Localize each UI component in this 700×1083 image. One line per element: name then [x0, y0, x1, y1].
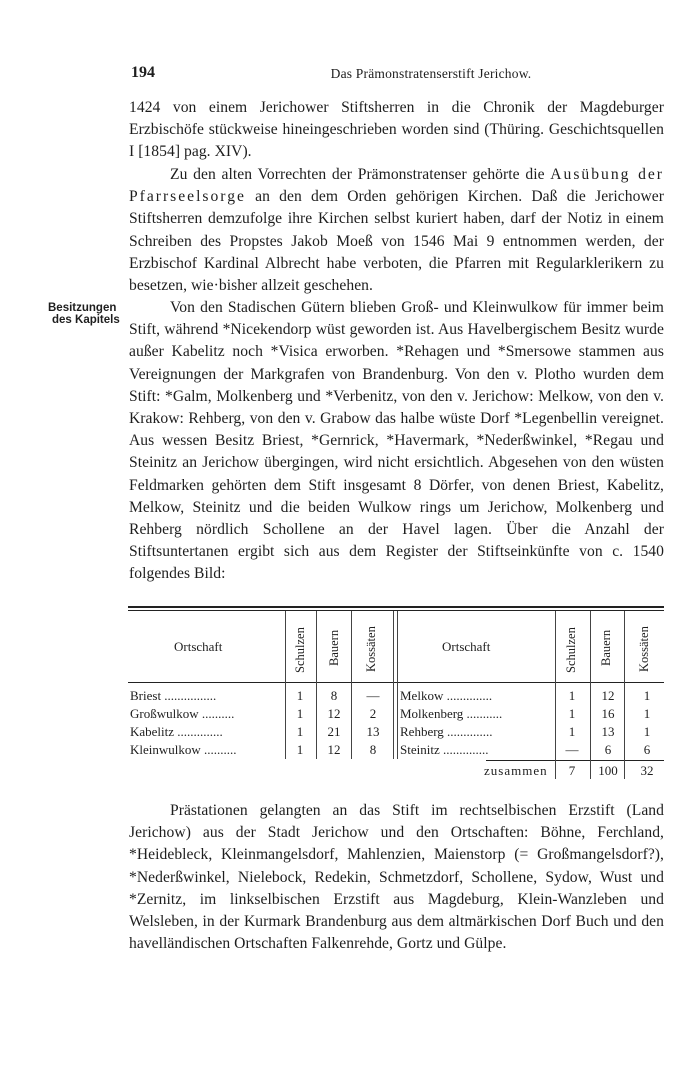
header-bauern-left: Bauern	[327, 629, 341, 666]
paragraph-besitzungen	[129, 297, 664, 586]
kossaten-value: 1	[643, 688, 651, 703]
header-kossaten-left: Kossäten	[364, 626, 378, 672]
kossaten-value: 1	[643, 706, 651, 721]
schulzen-value: —	[565, 742, 579, 757]
schulzen-value: 1	[296, 688, 304, 703]
bauern-value: 16	[601, 706, 615, 721]
kossaten-value: 6	[643, 742, 651, 757]
place-name: Melkow ..............	[400, 688, 493, 703]
bauern-value: 12	[327, 742, 341, 757]
bauern-value: 12	[327, 706, 341, 721]
kossaten-value: 8	[369, 742, 377, 757]
place-name: Steinitz ..............	[400, 742, 489, 757]
page-number: 194	[131, 64, 155, 81]
table-total-rule	[486, 760, 664, 761]
place-name: Briest ................	[130, 688, 217, 703]
place-name: Rehberg ..............	[400, 724, 493, 739]
place-name: Molkenberg ...........	[400, 706, 503, 721]
margin-note-line-1: Besitzungen	[48, 302, 117, 314]
paragraph-continuation	[129, 97, 664, 164]
schulzen-value: 1	[568, 706, 576, 721]
bauern-value: 13	[601, 724, 615, 739]
total-bauern: 100	[598, 763, 618, 778]
bauern-value: 6	[604, 742, 612, 757]
kossaten-value: 1	[643, 724, 651, 739]
kossaten-value: —	[366, 688, 380, 703]
bauern-value: 12	[601, 688, 615, 703]
emphasis-spaced: Ausübung der Pfarrseelsorge	[129, 166, 665, 206]
schulzen-value: 1	[568, 724, 576, 739]
place-name: Kabelitz ..............	[130, 724, 223, 739]
population-table	[128, 606, 664, 781]
header-bauern-right: Bauern	[599, 629, 613, 666]
header-ortschaft-left: Ortschaft	[174, 639, 223, 654]
place-name: Großwulkow ..........	[130, 706, 235, 721]
header-kossaten-right: Kossäten	[637, 626, 651, 672]
paragraph-text-b: an den dem Orden gehörigen Kirchen. Daß die Jerichower Stiftsherren demzufolge ihre Kirchen selbst kuriert haben, darf der Notiz in einem Schreiben des Propstes Jakob Moeß von 1546 Mai 9 entnommen werden, der Erzbischof Kardinal Albrecht habe verboten, die Pfarren mit Regularklerikern zu besetzen, wie·bisher allzeit geschehen.	[129, 188, 664, 295]
schulzen-value: 1	[296, 742, 304, 757]
running-title: Das Prämonstratenserstift Jerichow.	[330, 66, 532, 81]
place-name: Kleinwulkow ..........	[130, 742, 237, 757]
margin-note-line-2: des Kapitels	[52, 314, 120, 326]
paragraph-text: Von den Stadischen Gütern blieben Groß- und Kleinwulkow für immer beim Stift, während *Nicekendorp wüst geworden ist. Aus Havelbergischem Besitz wurde außer Kabelitz noch *Visica erworben. *Rehagen und *Smersowe stammen aus Vereignungen der Markgrafen von Brandenburg. Von den v. Plotho wurden dem Stift: *Galm, Molkenberg und *Verbenitz, von den v. Jerichow: Melkow, von den v. Krakow: Rehberg, von den v. Grabow das halbe wüste Dorf *Legenbellin vereignet. Aus wessen Besitz Briest, *Gernrick, *Havermark, *Nederßwinkel, *Regau und Steinitz an Jerichow übergingen, wird nicht ersichtlich. Abgesehen von den wüsten Feldmarken gehörten dem Stift insgesamt 8 Dörfer, von denen Briest, Kabelitz, Melkow, Steinitz und die beiden Wulkow rings um Jerichow, Molkenberg und Rehberg nördlich Schollene an der Havel lagen. Über die Anzahl der Stiftsuntertanen ergibt sich aus dem Register der Stiftseinkünfte von c. 1540 folgendes Bild:	[129, 299, 664, 583]
margin-note	[48, 302, 120, 326]
table-top-rule	[128, 606, 664, 608]
total-kossaten: 32	[640, 763, 654, 778]
table-middle-divider	[393, 611, 398, 759]
paragraph-praestationen	[129, 800, 664, 955]
bauern-value: 8	[330, 688, 338, 703]
bauern-value: 21	[327, 724, 341, 739]
header-schulzen-left: Schulzen	[293, 627, 307, 673]
paragraph-pfarrseelsorge	[129, 164, 664, 297]
schulzen-value: 1	[568, 688, 576, 703]
paragraph-text: Prästationen gelangten an das Stift im rechtselbischen Erzstift (Land Jerichow) aus der Stadt Jerichow und den Ortschaften: Böhne, Ferchland, *Heidebleck, Kleinmangelsdorf, Mahlenzien, Maienstorp (= Großmangelsdorf?), *Nederßwinkel, Nielebock, Redekin, Schmetzdorf, Schollene, Sydow, Wust und *Zernitz, im linkselbischen Erzstift aus Magdeburg, Klein-Wanzleben und Welsleben, in der Kurmark Brandenburg aus dem altmärkischen Dorf Buch und den havelländischen Ortschaften Falkenrehde, Gortz und Gülpe.	[129, 802, 664, 953]
header-schulzen-right: Schulzen	[564, 627, 578, 673]
schulzen-value: 1	[296, 724, 304, 739]
total-schulzen: 7	[568, 763, 576, 778]
paragraph-text: 1424 von einem Jerichower Stiftsherren in die Chronik der Magdeburger Erzbischöfe stückweise hineingeschrieben worden sind (Thüring. Geschichtsquellen I [1854] pag. XIV).	[129, 99, 664, 161]
total-label: zusammen	[484, 763, 548, 778]
paragraph-text-a: Zu den alten Vorrechten der Prämonstratenser gehörte die	[170, 166, 551, 183]
kossaten-value: 13	[366, 724, 380, 739]
kossaten-value: 2	[369, 706, 377, 721]
header-ortschaft-right: Ortschaft	[442, 639, 491, 654]
schulzen-value: 1	[296, 706, 304, 721]
